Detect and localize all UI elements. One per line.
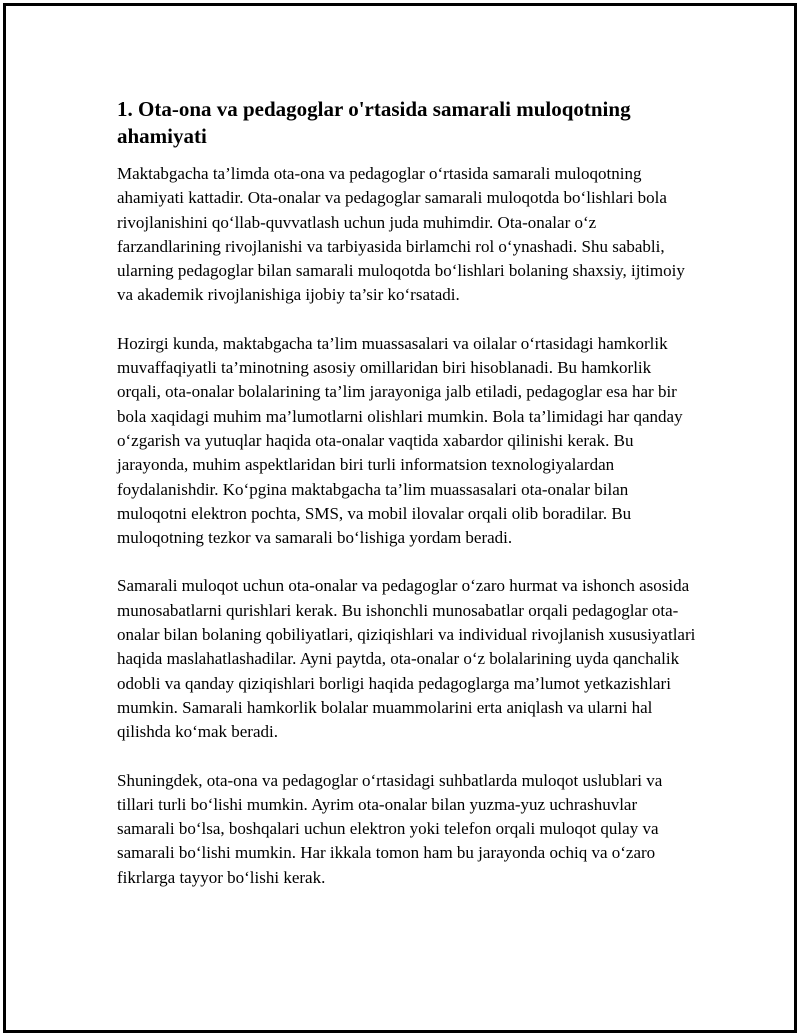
paragraph-3: Samarali muloqot uchun ota-onalar va pedagoglar o‘zaro hurmat va ishonch asosida munosabatlarni qurishlari kerak. Bu ishonchli munosabatlar orqali pedagoglar ota-onalar bilan bolaning qobiliyatlari, qiziqishlari va individual rivojlanish xususiyatlari haqida maslahatlashadilar. Ayni paytda, ota-onalar o‘z bolalarining uyda qanchalik odobli va qanday qiziqishlari borligi haqida pedagoglarga ma’lumot yetkazishlari mumkin. Samarali hamkorlik bolalar muammolarini erta aniqlash va ularni hal qilishda ko‘mak beradi. bbox=[117, 576, 696, 742]
paragraph-1: Maktabgacha ta’limda ota-ona va pedagoglar o‘rtasida samarali muloqotning ahamiyati kattadir. Ota-onalar va pedagoglar samarali muloqotda bo‘lishlari bola rivojlanishini qo‘llab-quvvatlash uchun juda muhimdir. Ota-onalar o‘z farzandlarining rivojlanishi va tarbiyasida birlamchi rol o‘ynashadi. Shu sababli, ularning pedagoglar bilan samarali muloqotda bo‘lishlari bolaning shaxsiy, ijtimoiy va akademik rivojlanishiga ijobiy ta’sir ko‘rsatadi. bbox=[117, 164, 685, 305]
paragraph-4: Shuningdek, ota-ona va pedagoglar o‘rtasidagi suhbatlarda muloqot uslublari va tillari turli bo‘lishi mumkin. Ayrim ota-onalar bilan yuzma-yuz uchrashuvlar samarali bo‘lsa, boshqalari uchun elektron yoki telefon orqali muloqot qulay va samarali bo‘lishi mumkin. Har ikkala tomon ham bu jarayonda ochiq va o‘zaro fikrlarga tayyor bo‘lishi kerak. bbox=[117, 770, 663, 887]
document-body bbox=[117, 96, 697, 914]
paragraph-2: Hozirgi kunda, maktabgacha ta’lim muassasalari va oilalar o‘rtasidagi hamkorlik muvaffaqiyatli ta’minotning asosiy omillaridan biri hisoblanadi. Bu hamkorlik orqali, ota-onalar bolalarining ta’lim jarayoniga jalb etiladi, pedagoglar esa har bir bola xaqidagi muhim ma’lumotlarni olishlari mumkin. Bola ta’limidagi har qanday o‘zgarish va yutuqlar haqida ota-onalar vaqtida xabardor qilinishi kerak. Bu jarayonda, muhim aspektlaridan biri turli informatsion texnologiyalardan foydalanishdir. Ko‘pgina maktabgacha ta’lim muassasalari ota-onalar bilan muloqotni elektron pochta, SMS, va mobil ilovalar orqali olib boradilar. Bu muloqotning tezkor va samarali bo‘lishiga yordam beradi. bbox=[117, 333, 683, 548]
section-heading: 1. Ota-ona va pedagoglar o'rtasida samarali muloqotning ahamiyati bbox=[117, 97, 631, 148]
